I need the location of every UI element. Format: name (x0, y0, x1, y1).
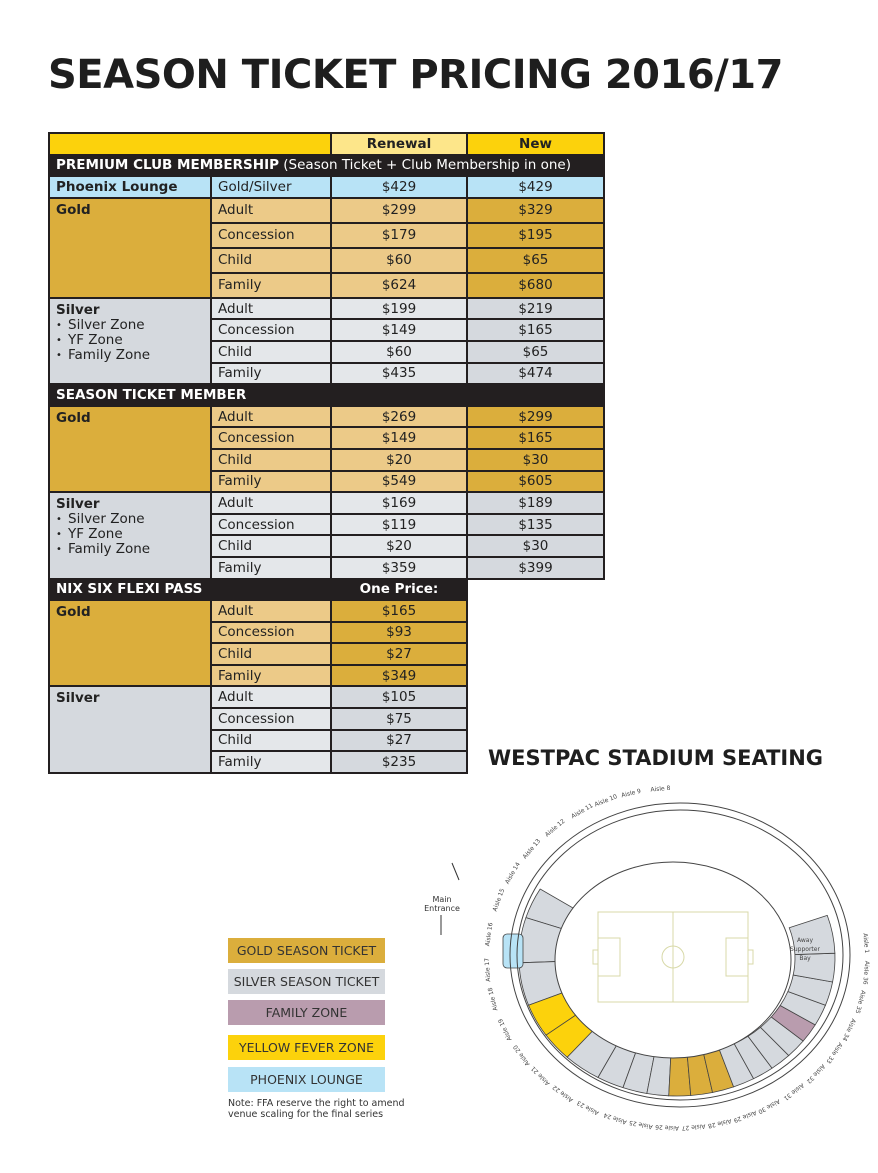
row-type: Concession (211, 708, 331, 730)
flexi-gold-label: Gold (49, 600, 211, 686)
aisle-label: Aisle 29 (732, 1108, 758, 1124)
aisle-label: Aisle 19 (497, 1017, 514, 1042)
row-type: Child (211, 341, 331, 363)
row-type: Adult (211, 198, 331, 223)
renewal-price: $20 (331, 535, 467, 557)
flexi-price: $27 (331, 730, 467, 752)
aisle-label: Aisle 27 (681, 1122, 706, 1132)
flexi-price: $105 (331, 686, 467, 708)
new-price: $219 (467, 298, 604, 320)
legend-family: FAMILY ZONE (228, 1000, 385, 1025)
new-price: $65 (467, 248, 604, 273)
table-row (49, 176, 604, 198)
new-price: $474 (467, 363, 604, 385)
row-type: Family (211, 363, 331, 385)
phoenix-renewal: $429 (331, 176, 467, 198)
season-gold-label: Gold (49, 406, 211, 492)
flexi-price-heading: One Price: (331, 579, 467, 601)
row-type: Adult (211, 406, 331, 428)
premium-gold-label: Gold (49, 198, 211, 298)
aisle-label: Aisle 35 (853, 989, 867, 1015)
premium-silver-label: Silver (56, 301, 100, 318)
main-entrance-label-1: Main (432, 895, 452, 904)
legend-yellow-fever: YELLOW FEVER ZONE (228, 1035, 385, 1060)
header-new: New (467, 133, 604, 155)
row-type: Concession (211, 622, 331, 644)
premium-silver-group (49, 298, 211, 384)
new-price: $605 (467, 471, 604, 493)
row-type: Adult (211, 600, 331, 622)
aisle-label: Aisle 23 (575, 1098, 601, 1117)
row-type: Family (211, 751, 331, 773)
page-title: SEASON TICKET PRICING 2016/17 (48, 52, 783, 98)
stadium-title: WESTPAC STADIUM SEATING (488, 746, 824, 770)
row-type: Child (211, 449, 331, 471)
aisle-label: Aisle 15 (491, 887, 507, 913)
zone-item: • Silver Zone (68, 318, 204, 333)
new-price: $189 (467, 492, 604, 514)
new-price: $30 (467, 449, 604, 471)
zone-item: • YF Zone (68, 333, 204, 348)
row-type: Family (211, 273, 331, 298)
aisle-label: Aisle 21 (529, 1064, 552, 1087)
legend-phoenix: PHOENIX LOUNGE (228, 1067, 385, 1092)
aisle-label: Aisle 1 (861, 932, 871, 954)
aisle-label: Aisle 25 (628, 1118, 654, 1131)
table-row (49, 492, 604, 514)
entrance-pointer (452, 863, 459, 880)
row-type: Concession (211, 427, 331, 449)
renewal-price: $179 (331, 223, 467, 248)
aisle-label: Aisle 26 (655, 1123, 680, 1132)
renewal-price: $199 (331, 298, 467, 320)
renewal-price: $119 (331, 514, 467, 536)
new-price: $30 (467, 535, 604, 557)
flexi-price: $235 (331, 751, 467, 773)
aisle-label: Aisle 16 (484, 922, 495, 947)
renewal-price: $60 (331, 248, 467, 273)
renewal-price: $299 (331, 198, 467, 223)
renewal-price: $624 (331, 273, 467, 298)
aisle-label: Aisle 33 (824, 1040, 844, 1065)
aisle-label: Aisle 12 (543, 817, 567, 839)
season-silver-label: Silver (56, 496, 100, 513)
aisle-label: Aisle 31 (782, 1081, 806, 1102)
new-price: $135 (467, 514, 604, 536)
renewal-price: $269 (331, 406, 467, 428)
aisle-label: Aisle 34 (840, 1017, 857, 1042)
season-heading: SEASON TICKET MEMBER (49, 384, 604, 406)
renewal-price: $149 (331, 319, 467, 341)
row-type: Concession (211, 514, 331, 536)
premium-heading-text: PREMIUM CLUB MEMBERSHIP (56, 157, 279, 174)
row-type: Adult (211, 686, 331, 708)
legend-silver: SILVER SEASON TICKET (228, 969, 385, 994)
aisle-label: Aisle 28 (707, 1117, 733, 1130)
renewal-price: $149 (331, 427, 467, 449)
row-type: Adult (211, 298, 331, 320)
phoenix-type: Gold/Silver (211, 176, 331, 198)
new-price: $399 (467, 557, 604, 579)
away-bay-label-3: Bay (799, 955, 811, 962)
legend-gold: GOLD SEASON TICKET (228, 938, 385, 963)
new-price: $299 (467, 406, 604, 428)
flexi-price: $93 (331, 622, 467, 644)
row-type: Child (211, 248, 331, 273)
phoenix-new: $429 (467, 176, 604, 198)
zone-item: • Family Zone (68, 542, 204, 557)
away-bay-label-2: Supporter (790, 946, 820, 953)
aisle-label: Aisle 36 (861, 960, 871, 985)
renewal-price: $60 (331, 341, 467, 363)
table-header-row (49, 133, 604, 155)
table-row (49, 686, 604, 708)
aisle-label: Aisle 24 (602, 1111, 628, 1126)
away-bay-label-1: Away (797, 937, 813, 944)
zone-list (56, 512, 204, 557)
zone-item: • Family Zone (68, 348, 204, 363)
flexi-price: $349 (331, 665, 467, 687)
row-type: Concession (211, 223, 331, 248)
row-type: Concession (211, 319, 331, 341)
new-price: $165 (467, 427, 604, 449)
stadium-map (415, 780, 875, 1140)
aisle-label: Aisle 32 (804, 1062, 827, 1085)
table-row (49, 298, 604, 320)
pricing-table (48, 132, 605, 774)
row-type: Child (211, 643, 331, 665)
flexi-silver-label: Silver (49, 686, 211, 772)
new-price: $165 (467, 319, 604, 341)
renewal-price: $20 (331, 449, 467, 471)
zone-item: • Silver Zone (68, 512, 204, 527)
aisle-label: Aisle 8 (650, 784, 671, 794)
main-entrance-label-2: Entrance (424, 904, 460, 913)
zone-list (56, 318, 204, 363)
premium-heading-note: (Season Ticket + Club Membership in one) (278, 157, 571, 174)
row-type: Family (211, 471, 331, 493)
row-type: Child (211, 535, 331, 557)
renewal-price: $169 (331, 492, 467, 514)
renewal-price: $435 (331, 363, 467, 385)
aisle-label: Aisle 18 (486, 986, 500, 1012)
new-price: $65 (467, 341, 604, 363)
row-type: Child (211, 730, 331, 752)
aisle-label: Aisle 30 (756, 1097, 781, 1116)
flexi-heading: NIX SIX FLEXI PASS (49, 579, 331, 601)
aisle-label: Aisle 22 (551, 1083, 575, 1104)
new-price: $195 (467, 223, 604, 248)
renewal-price: $549 (331, 471, 467, 493)
premium-heading (49, 155, 604, 177)
new-price: $680 (467, 273, 604, 298)
aisle-label: Aisle 13 (521, 837, 543, 861)
renewal-price: $359 (331, 557, 467, 579)
note: Note: FFA reserve the right to amend venue scaling for the final series (228, 1098, 405, 1120)
table-row (49, 600, 604, 622)
new-price: $329 (467, 198, 604, 223)
phoenix-label: Phoenix Lounge (49, 176, 211, 198)
flexi-price: $27 (331, 643, 467, 665)
row-type: Adult (211, 492, 331, 514)
aisle-label: Aisle 14 (503, 861, 522, 886)
aisle-label: Aisle 9 (620, 787, 642, 800)
aisle-label: Aisle 20 (512, 1043, 532, 1067)
zone-item: • YF Zone (68, 527, 204, 542)
table-row (49, 198, 604, 223)
aisle-label: Aisle 17 (483, 957, 493, 982)
row-type: Family (211, 557, 331, 579)
header-renewal: Renewal (331, 133, 467, 155)
flexi-price: $165 (331, 600, 467, 622)
flexi-price: $75 (331, 708, 467, 730)
phoenix-lounge-section (503, 934, 523, 968)
header-blank (49, 133, 331, 155)
row-type: Family (211, 665, 331, 687)
season-silver-group (49, 492, 211, 578)
table-row (49, 406, 604, 428)
aisle-label: Aisle 11 (570, 802, 595, 821)
aisle-label: Aisle 10 (593, 793, 619, 809)
